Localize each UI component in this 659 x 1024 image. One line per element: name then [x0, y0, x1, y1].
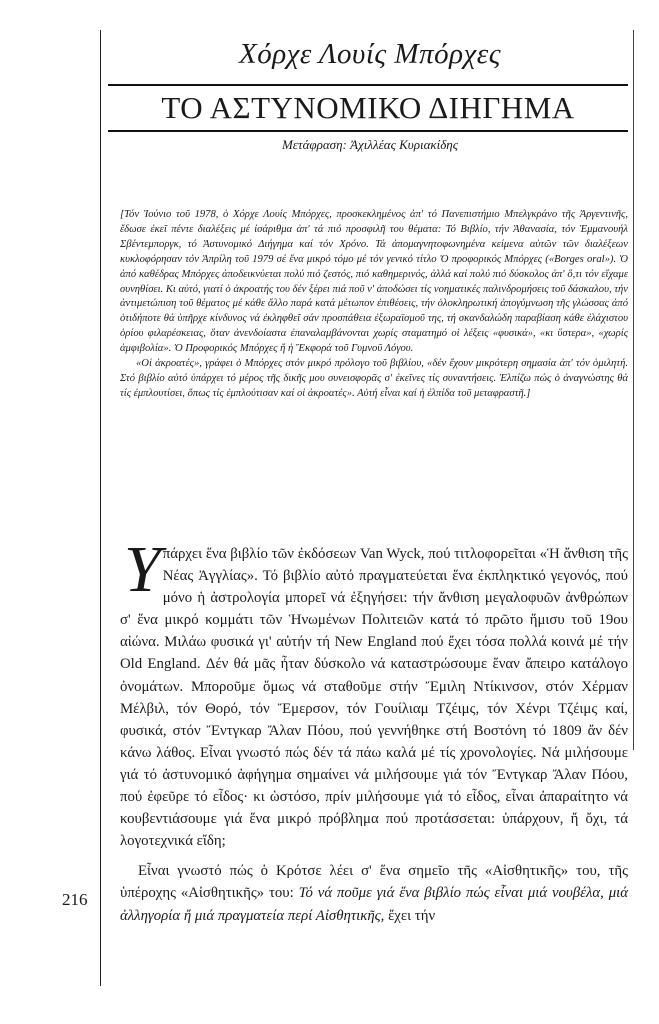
translator-introduction [120, 208, 628, 402]
body-paragraph [120, 533, 628, 852]
article-title: ΤΟ ΑΣΤΥΝΟΜΙΚΟ ΔΙΗΓΗΜΑ [108, 84, 628, 132]
body-paragraph-text: ἔχει τήν [384, 907, 436, 924]
page-number: 216 [62, 890, 88, 909]
body-paragraph-text: Εἶναι γνωστό πώς ὁ Κρότσε λέει σ' ἕνα σημεῖο τῆς «Αἰσθητικῆς» του, τῆς ὑπέροχης «Αἰσθητικῆς» του: [120, 863, 628, 902]
intro-paragraph: «Οἱ ἀκροατές», γράφει ὁ Μπόρχες στόν μικρό πρόλογο τοῦ βιβλίου, «δέν ἔχουν μικρότερη σημασία ἀπ' τόν ὁμιλητή. Στό βιβλίο αὐτό ὑπάρχει τό μέρος τῆς δικῆς μου συνεισφορᾶς σ' ἐκεῖνες τίς συναντήσεις. Ἐλπίζω πώς ὁ ἀναγνώστης θά τίς ἐμπλουτίσει, ὅπως τίς ἐμπλούτισαν καί οἱ ἀκροατές». Αὐτή εἶναι καί ἡ ἐλπίδα τοῦ μεταφραστῆ.] [120, 358, 628, 399]
translator-credit: Μετάφραση: Ἀχιλλέας Κυριακίδης [281, 137, 459, 152]
right-margin-rule [633, 30, 634, 750]
body-paragraph-text: πάρχει ἕνα βιβλίο τῶν ἐκδόσεων Van Wyck, πού τιτλοφορεῖται «Ἡ ἄνθιση τῆς Νέας Ἀγγλίας». Τό βιβλίο αὐτό πραγματεύεται ἕνα ἐκπληκτικό γεγονός, πού μόνο ἡ ἀστρολογία μπορεῖ νά ἐξηγήσει: τήν ἄνθιση μεγαλοφυῶν ἀνθρώπων σ' ἕνα μικρό κομμάτι τῶν Ἡνωμένων Πολιτειῶν κατά τό πρῶτο ἥμισυ τοῦ 19ου αἰώνα. Μιλάω φυσικά γι' αὐτήν τή New England πού ἔχει τόσα πολλά κοινά μέ τήν Old England. Δέν θά μᾶς ἦταν δύσκολο νά καταστρώσουμε ἕναν ἄπειρο κατάλογο ὀνομάτων. Μποροῦμε ὅμως νά σταθοῦμε στήν Ἔμιλη Ντίκινσον, στόν Χέρμαν Μέλβιλ, τόν Θορό, τόν Ἔμερσον, τόν Γουίλιαμ Τζέιμς, τόν Χένρι Τζέιμς καί, φυσικά, στόν Ἔντγκαρ Ἄλαν Πόου, πού γεννήθηκε στή Βοστόνη τό 1809 ἄν δέν κάνω λάθος. Εἶναι γνωστό πώς δέν τά πάω καλά μέ τίς χρονολογίες. Νά μιλήσουμε γιά τό ἀστυνομικό ἀφήγημα σημαίνει νά μιλήσουμε γιά τόν Ἔντγκαρ Ἄλαν Πόου, πού ἐφεῦρε τό εἶδος· κι ὡστόσο, πρίν μιλήσουμε γιά τό εἶδος, εἶναι ἀπαραίτητο νά κουβεντιάσουμε γιά ἕνα μικρό πρόβλημα πού προτάσσεται: ὑπάρχουν, ἤ ὄχι, τά λογοτεχνικά εἴδη; [120, 546, 628, 850]
left-margin-rule [100, 30, 101, 986]
main-text [120, 533, 629, 927]
drop-cap: Υ [124, 533, 161, 606]
author-name: Χόρχε Λουίς Μπόρχες [238, 38, 501, 70]
croce-quote: Τό νά ποῦμε γιά ἕνα βιβλίο πώς εἶναι μιά νουβέλα, μιά ἀλληγορία ἤ μιά πραγματεία περί Αἰσθητικῆς, [120, 885, 629, 924]
intro-paragraph: [Τόν Ἰούνιο τοῦ 1978, ὁ Χόρχε Λουίς Μπόρχες, προσκεκλημένος ἀπ' τό Πανεπιστήμιο Μπελγκράνο τῆς Ἀργεντινῆς, ἔδωσε ἐκεῖ πέντε διαλέξεις μέ ἰσάριθμα ἀπ' τά πιό προσφιλῆ του θέματα: Τό Βιβλίο, τήν Ἀθανασία, τόν Ἐμμανουήλ Σβέντεμποργκ, τό Ἀστυνομικό Διήγημα καί τόν Χρόνο. Τά ἀπομαγνητοφωνημένα κείμενα αὐτῶν τῶν διαλέξεων κυκλοφόρησαν τόν Ἀπρίλη τοῦ 1979 σέ ἕνα μικρό τόμο μέ τόν γενικό τίτλο Ὁ προφορικός Μπόρχες («Borges oral»). Ὁ ἀπό καθέδρας Μπόρχες ἀποδεικνύεται πολύ πιό ζεστός, πιό καθημερινός, ἀλλά καί πολύ πιό δύσκολος ἀπ' ὅ,τι τόν εἴχαμε συνηθίσει. Κι αὐτό, γιατί ὁ ἀκροατής του δέν ξέρει πιά ποῦ ν' ἀποδώσει τίς νοηματικές παλινδρομήσεις τοῦ δάσκαλου, τήν ἀντιμετώπιση τοῦ θέματος μέ κάθε ἄλλο παρά κατά μέτωπον ἐπιθέσεις, τήν ὁλοκληρωτική ἀπογύμνωση τῆς γλώσσας ἀπό ὁτιδήποτε θά ὑπῆρχε κίνδυνος νά ἐκληφθεῖ σάν προσπάθεια ἐξωραϊσμοῦ της, τή σκανδαλώδη παραβίαση κάθε ἐλάχιστου ὁρίου φιλαρέσκειας, ὅταν ἀνενδοίαστα ἐπαναλαμβάνονται χωρίς σταματημό οἱ λέξεις «φυσικά», «κι ὕστερα», «χωρίς ἀμφιβολία». Ὁ Προφορικός Μπόρχες ἤ ἡ Ἔκφορά τοῦ Γυμνοῦ Λόγου. [120, 209, 628, 355]
body-paragraph [120, 860, 628, 926]
